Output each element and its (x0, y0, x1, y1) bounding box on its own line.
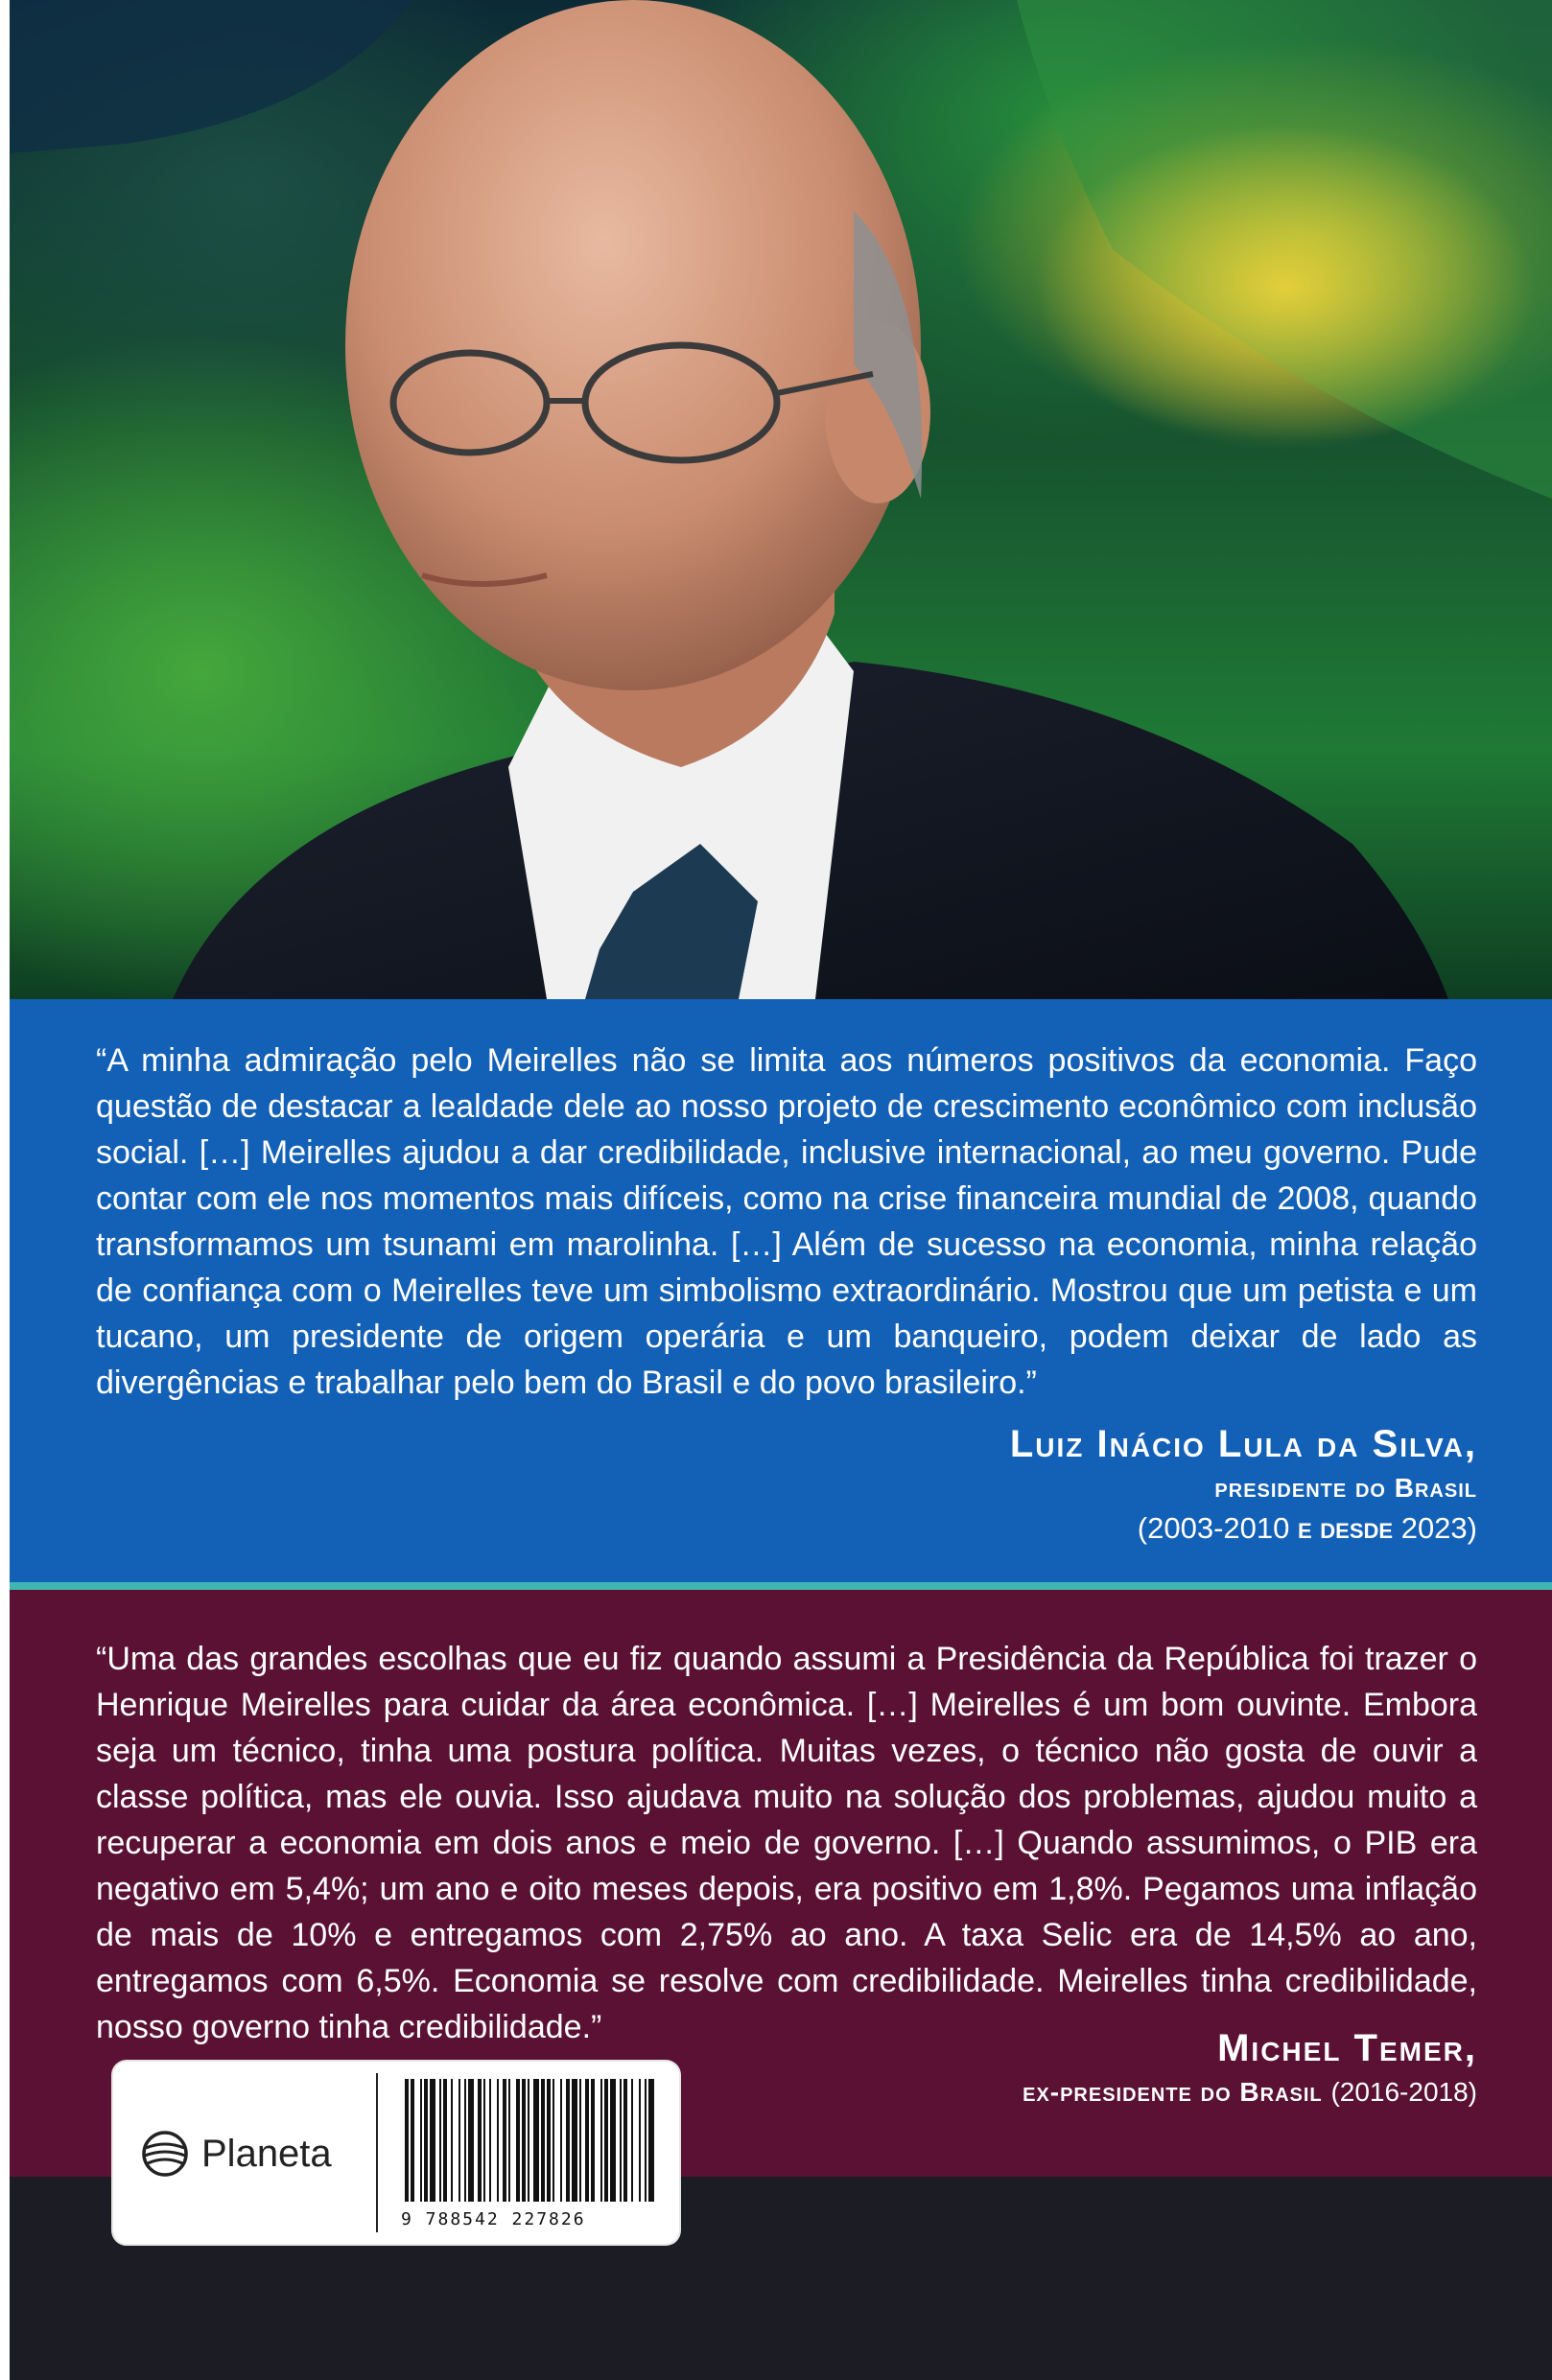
years-end: 2023) (1400, 1511, 1477, 1545)
barcode-bar (623, 2079, 627, 2202)
barcode-bar (443, 2079, 447, 2202)
barcode-bar (430, 2079, 435, 2202)
author-photo (10, 0, 1552, 999)
barcode-bar (631, 2079, 633, 2202)
barcode-bar (572, 2079, 577, 2202)
barcode-bar (424, 2079, 428, 2202)
isbn-number: 9 788542 227826 (401, 2209, 586, 2229)
barcode-bar (483, 2079, 485, 2202)
barcode-bar (591, 2079, 595, 2202)
barcode-bar (420, 2079, 422, 2202)
barcode-bar (610, 2079, 616, 2202)
barcode-bar (600, 2079, 602, 2202)
role-text-temer: ex-presidente do Brasil (1023, 2077, 1323, 2107)
barcode-bar (439, 2079, 441, 2202)
barcode-bar (516, 2079, 520, 2202)
barcode-bar (503, 2079, 506, 2202)
barcode-bar (620, 2079, 622, 2202)
quote-panel-lula (10, 999, 1552, 1582)
quote-text-temer: “Uma das grandes escolhas que eu fiz quando assumi a Presidência da República foi trazer o Henrique Meirelles para cuidar da área econômica. […] Meirelles é um bom ouvinte. Embora seja um técnico, tinha uma postura política. Muitas vezes, o técnico não gosta de ouvir a classe política, mas ele ouvia. Isso ajudava muito na solução dos problemas, ajudou muito a recuperar a economia em dois anos e meio de governo. […] Quando assumimos, o PIB era negativo em 5,4%; um ano e oito meses depois, era positivo em 1,8%. Pegamos uma inflação de mais de 10% e entregamos com 2,75% ao ano. A taxa Selic era de 14,5% ao ano, entregamos com 6,5%. Economia se resolve com credibilidade. Meirelles tinha credibilidade, nosso governo tinha credibilidade.” (96, 1641, 1477, 2045)
barcode-graphic (401, 2079, 660, 2207)
quote-text-lula: “A minha admiração pelo Meirelles não se limita aos números positivos da economia. Faço questão de destacar a lealdade dele ao nosso projeto de crescimento econômico com inclusão social. […] Meirelles ajudou a dar credibilidade, inclusive internacional, ao meu governo. Pude contar com ele nos momentos mais difíceis, como na crise financeira mundial de 2008, quando transformamos um tsunami em marolinha. […] Além de sucesso na economia, minha relação de confiança com o Meirelles teve um simbolismo extraordinário. Mostrou que um petista e um tucano, um presidente de origem operária e um banqueiro, podem deixar de lado as divergências e trabalhar pelo bem do Brasil e do povo brasileiro.” (96, 1042, 1477, 1401)
years-connector: e desde (1297, 1511, 1394, 1545)
author-name-temer: Michel Temer, (1217, 2027, 1477, 2069)
barcode-bar (451, 2079, 453, 2202)
globe-icon (140, 2129, 190, 2179)
author-years-lula (1010, 1507, 1477, 1550)
barcode-bar (522, 2079, 526, 2202)
teal-divider (10, 1582, 1552, 1590)
barcode-bar (645, 2079, 647, 2202)
attribution-lula (1010, 1419, 1477, 1550)
label-divider (376, 2073, 378, 2232)
author-role-temer (1023, 2073, 1477, 2112)
author-portrait-illustration (10, 0, 1552, 999)
barcode-bar (459, 2079, 460, 2202)
publisher-name: Planeta (201, 2132, 332, 2175)
barcode-bar (585, 2079, 589, 2202)
barcode-bar (405, 2079, 409, 2202)
barcode-bar (528, 2079, 529, 2202)
barcode-bar (508, 2079, 510, 2202)
barcode-bar (648, 2079, 654, 2202)
attribution-temer (1023, 2023, 1477, 2112)
barcode-bar (566, 2079, 570, 2202)
barcode-bar (639, 2079, 641, 2202)
barcode-bar (604, 2079, 608, 2202)
barcode-bar (464, 2079, 466, 2202)
barcode-bar (560, 2079, 562, 2202)
author-name-lula: Luiz Inácio Lula da Silva, (1009, 1423, 1477, 1465)
barcode-bar (553, 2079, 554, 2202)
barcode-bar (497, 2079, 499, 2202)
barcode-bar (489, 2079, 491, 2202)
left-edge (0, 0, 10, 2380)
barcode-bar (411, 2079, 414, 2202)
barcode-bar (541, 2079, 545, 2202)
barcode-bar (533, 2079, 539, 2202)
barcode-bar (547, 2079, 551, 2202)
years-temer: (2016-2018) (1330, 2077, 1477, 2107)
barcode-bar (579, 2079, 581, 2202)
years-start: (2003-2010 (1137, 1511, 1290, 1545)
barcode-bar (468, 2079, 474, 2202)
author-role-lula: presidente do Brasil (1214, 1473, 1477, 1503)
barcode-label (113, 2062, 679, 2244)
barcode-bar (478, 2079, 482, 2202)
publisher-logo (140, 2127, 332, 2181)
